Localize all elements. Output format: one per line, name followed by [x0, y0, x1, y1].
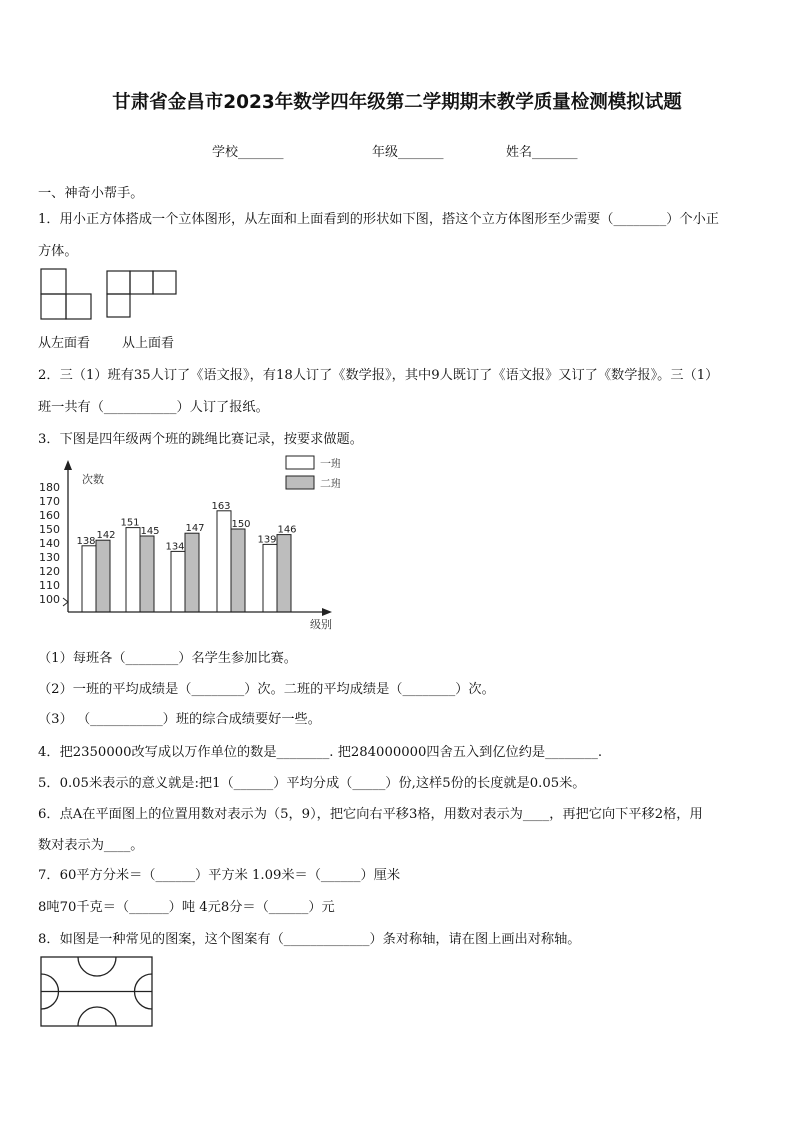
y-axis-arrow — [64, 460, 72, 470]
q6-text-line2: 数对表示为____。 — [38, 838, 144, 853]
y-tick-label: 120 — [39, 565, 60, 578]
y-tick-label: 160 — [39, 509, 60, 522]
q3-intro: 3．下图是四年级两个班的跳绳比赛记录，按要求做题。 — [38, 432, 363, 447]
q3-sub1: （1）每班各（________）名学生参加比赛。 — [38, 651, 297, 666]
x-axis-label: 级别 — [310, 618, 332, 631]
q2-text-line1: 2．三（1）班有35人订了《语文报》，有18人订了《数学报》，其中9人既订了《语文报》又订了《数学报》。三（1） — [38, 368, 719, 383]
bar-value-label: 142 — [96, 530, 116, 542]
bar-class2 — [231, 529, 245, 612]
pattern-top-arc — [78, 957, 116, 976]
chart-svg — [30, 452, 340, 637]
bar-value-label: 151 — [120, 517, 140, 529]
bar-class1 — [126, 528, 140, 612]
bar-value-label: 145 — [140, 526, 160, 537]
bar-class2 — [185, 533, 199, 612]
pattern-bottom-arc — [78, 1007, 116, 1026]
page-title: 甘肃省金昌市2023年数学四年级第二学期期末教学质量检测模拟试题 — [112, 92, 682, 113]
bar-value-label: 147 — [185, 523, 205, 535]
q3-sub3: （3） （___________）班的综合成绩要好一些。 — [38, 712, 321, 727]
q7-text-line1: 7．60平方分米＝（______）平方米 1.09米＝（______）厘米 — [38, 868, 401, 883]
bar-value-label: 146 — [277, 524, 297, 536]
y-tick-label: 180 — [39, 481, 60, 494]
bar-class2 — [96, 540, 110, 612]
bar-class2 — [277, 535, 291, 612]
axis-break-mark — [63, 598, 68, 606]
q3-sub2: （2）一班的平均成绩是（________）次。二班的平均成绩是（________）次。 — [38, 682, 495, 697]
q1-caption-top-view: 从上面看 — [122, 336, 175, 351]
y-tick-label: 110 — [39, 579, 60, 592]
bar-class1 — [171, 551, 185, 612]
q1-top-view-figure — [106, 270, 178, 320]
q1-caption-left-view: 从左面看 — [38, 336, 91, 351]
bar-class1 — [263, 544, 277, 612]
bar-value-label: 138 — [76, 535, 96, 547]
bar-value-label: 139 — [257, 534, 277, 546]
legend-swatch — [286, 456, 314, 469]
name-field[interactable]: 姓名_______ — [506, 145, 578, 160]
bar-value-label: 163 — [211, 500, 231, 512]
jump-rope-bar-chart — [30, 452, 340, 637]
school-field[interactable]: 学校_______ — [212, 145, 284, 160]
q8-text: 8．如图是一种常见的图案，这个图案有（_____________）条对称轴，请在图上画出对称轴。 — [38, 932, 581, 947]
x-axis-arrow — [322, 608, 332, 616]
y-axis-label: 次数 — [82, 473, 104, 486]
q1-text-line1: 1．用小正方体搭成一个立体图形，从左面和上面看到的形状如下图，搭这个立方体图形至少需要（________）个小正 — [38, 212, 719, 227]
y-tick-label: 130 — [39, 551, 60, 564]
bar-value-label: 150 — [231, 519, 251, 530]
q5-text: 5．0.05米表示的意义就是:把1（______）平均分成（_____）份,这样5份的长度就是0.05米。 — [38, 776, 586, 791]
q4-text: 4．把2350000改写成以万作单位的数是________. 把284000000四舍五入到亿位约是________. — [38, 745, 603, 760]
q1-text-line2: 方体。 — [38, 244, 78, 259]
bar-value-label: 134 — [165, 541, 185, 553]
grade-field[interactable]: 年级_______ — [372, 145, 444, 160]
y-tick-label: 150 — [39, 523, 60, 536]
bar-class2 — [140, 536, 154, 612]
y-tick-label: 170 — [39, 495, 60, 508]
q6-text-line1: 6．点A在平面图上的位置用数对表示为（5，9），把它向右平移3格，用数对表示为____，再把它向下平移2格，用 — [38, 807, 703, 822]
q7-text-line2: 8吨70千克＝（______）吨 4元8分＝（______）元 — [38, 900, 335, 915]
y-tick-label: 140 — [39, 537, 60, 550]
q2-text-line2: 班一共有（___________）人订了报纸。 — [38, 400, 269, 415]
section-heading: 一、神奇小帮手。 — [38, 186, 144, 201]
bar-class1 — [82, 546, 96, 612]
legend-swatch — [286, 476, 314, 489]
legend-label: 一班 — [320, 457, 340, 470]
q8-symmetry-pattern — [40, 956, 154, 1028]
q1-left-view-figure — [40, 268, 94, 322]
legend-label: 二班 — [320, 477, 340, 490]
y-tick-label: 100 — [39, 593, 60, 606]
bar-class1 — [217, 511, 231, 612]
